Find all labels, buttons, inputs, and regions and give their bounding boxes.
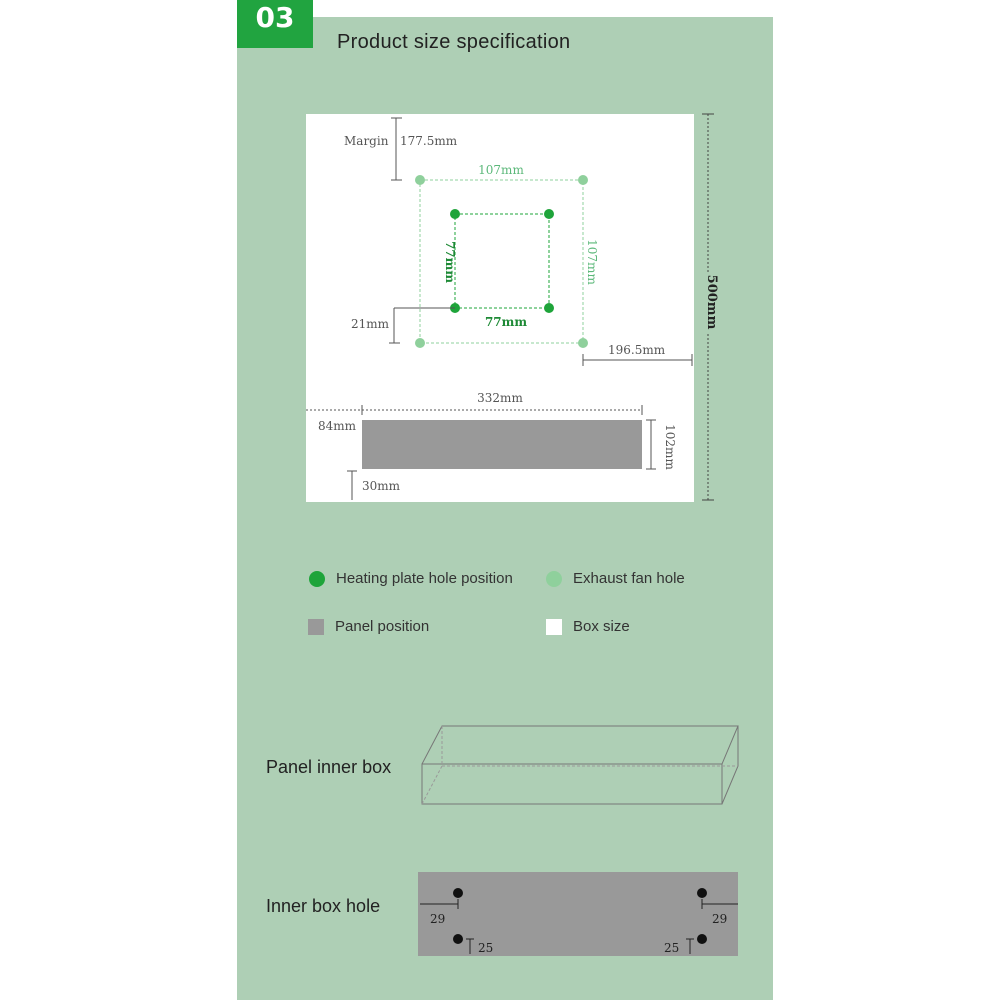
panel-legend-square — [308, 619, 324, 635]
section-number-badge: 03 — [237, 0, 313, 48]
inner-box-hole-drawing — [418, 872, 740, 956]
exhaust-hole-bottom-left — [415, 338, 425, 348]
left-25-label: 25 — [478, 941, 494, 955]
hole-bottom-right — [697, 934, 707, 944]
heating-hole-bottom-right — [544, 303, 554, 313]
box-hidden-bottom-edge — [422, 766, 442, 804]
right-25-label: 25 — [664, 941, 680, 955]
box-front-face — [422, 764, 722, 804]
hole-top-left — [453, 888, 463, 898]
total-height-label: 500mm — [704, 274, 719, 330]
size-diagram — [306, 114, 694, 502]
exhaust-hole-bottom-right — [578, 338, 588, 348]
box-top-face — [422, 726, 738, 764]
section-title: Product size specification — [337, 31, 571, 53]
exhaust-height-label: 107mm — [585, 239, 599, 285]
heating-width-label: 77mm — [484, 315, 528, 329]
panel-legend-label: Panel position — [335, 618, 430, 635]
panel-left-label: 84mm — [318, 419, 357, 433]
panel-position-rect — [362, 420, 642, 469]
heating-legend-label: Heating plate hole position — [336, 570, 513, 587]
offset-21-label: 21mm — [351, 317, 390, 331]
exhaust-hole-top-right — [578, 175, 588, 185]
exhaust-width-label: 107mm — [478, 163, 524, 177]
margin-label: Margin — [344, 134, 389, 148]
total-height-dimension — [694, 112, 724, 504]
panel-inner-box-drawing — [418, 720, 744, 810]
left-29-label: 29 — [430, 912, 446, 926]
exhaust-legend-label: Exhaust fan hole — [573, 570, 685, 587]
heating-legend-dot — [309, 571, 325, 587]
box-legend-square — [546, 619, 562, 635]
right-offset-label: 196.5mm — [608, 343, 666, 357]
heating-hole-top-right — [544, 209, 554, 219]
panel-bottom-label: 30mm — [362, 479, 401, 493]
inner-box-hole-label: Inner box hole — [266, 896, 381, 916]
right-29-label: 29 — [712, 912, 728, 926]
exhaust-legend-dot — [546, 571, 562, 587]
panel-inner-box-label: Panel inner box — [266, 757, 392, 777]
hole-bottom-left — [453, 934, 463, 944]
exhaust-hole-top-left — [415, 175, 425, 185]
heating-hole-top-left — [450, 209, 460, 219]
box-side-face — [722, 726, 738, 804]
box-legend-label: Box size — [573, 618, 630, 635]
margin-value: 177.5mm — [400, 134, 458, 148]
heating-height-label: 77mm — [443, 240, 457, 284]
panel-width-label: 332mm — [477, 391, 523, 405]
panel-height-label: 102mm — [663, 424, 677, 470]
box-hidden-back-edges — [442, 726, 738, 766]
hole-top-right — [697, 888, 707, 898]
